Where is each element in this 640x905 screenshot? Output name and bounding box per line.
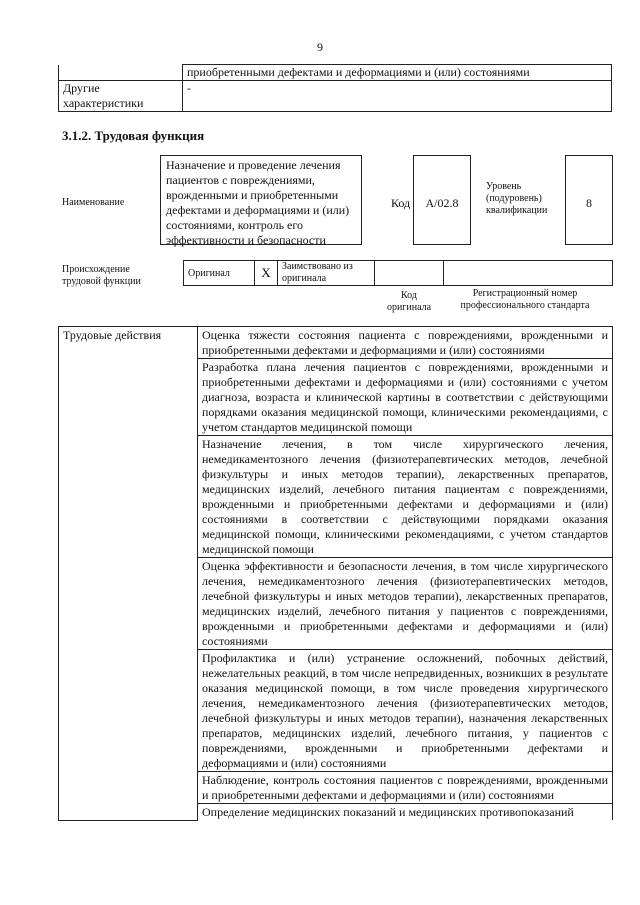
other-characteristics-value: - — [183, 81, 612, 112]
borrowed-label: Заимствовано из оригинала — [278, 261, 375, 286]
code-box — [413, 155, 471, 245]
continuation-left-cell — [59, 65, 183, 81]
other-characteristics-label: Другие характеристики — [59, 81, 183, 112]
continuation-table — [58, 64, 612, 112]
labor-actions-label: Трудовые действия — [59, 327, 198, 821]
origin-label: Происхождение трудовой функции — [62, 264, 141, 287]
table-row: Оценка эффективности и безопасности лечения, в том числе хирургического лечения, немедикаментозного лечения (физиотерапевтических методов, лечебной физкультуры и иных методов терапии), лекарственных препаратов, медицинских изделий, лечебного питания у пациентов с повреждениями, врожденными и приобретенными дефектами и деформациями и (или) состояниями — [198, 558, 613, 650]
reg-number-note: Регистрационный номер профессионального стандарта — [460, 288, 590, 311]
table-row: Профилактика и (или) устранение осложнений, побочных действий, нежелательных реакций, в том числе непредвиденных, возникших в результате оказания медицинской помощи, в том числе проведения хирургического лечения, немедикаментозного лечения (физиотерапевтических методов, лечебной физкультуры и иных методов терапии), назначения лекарственных препаратов, медицинских изделий, лечебного питания, у пациентов с повреждениями, врожденными и приобретенными дефектами и деформациями и (или) состояниями — [198, 650, 613, 772]
code-label: Код — [391, 196, 411, 210]
name-label: Наименование — [62, 197, 125, 208]
level-box — [565, 155, 613, 245]
continuation-text: приобретенными дефектами и деформациями и (или) состояниями — [183, 65, 612, 81]
level-value: 8 — [586, 196, 592, 210]
table-row: Разработка плана лечения пациентов с повреждениями, врожденными и приобретенными дефектами и деформациями и (или) состояниями с учетом диагноза, возраста и клинической картины в соответствии с действующими порядками оказания медицинской помощи, клиническими рекомендациями, с учетом стандартов медицинской помощи — [198, 359, 613, 436]
table-row: Определение медицинских показаний и медицинских противопоказаний — [198, 804, 613, 821]
function-name-box: Назначение и проведение лечения пациентов с повреждениями, врожденными и приобретенными дефектами и деформациями и (или) состояниями, контроль его эффективности и безопасности — [160, 155, 362, 245]
section-title: 3.1.2. Трудовая функция — [62, 128, 205, 143]
table-row: Назначение лечения, в том числе хирургического лечения, немедикаментозного лечения (физиотерапевтических методов, лечебной физкультуры и иных методов терапии), лекарственных препаратов, медицинских изделий, лечебного питания пациентам с повреждениями, врожденными и приобретенными дефектами и деформациями и (или) состояниями в соответствии с действующими порядками оказания медицинской помощи, клиническими рекомендациями, с учетом стандартов медицинской помощи — [198, 436, 613, 558]
origin-table — [183, 260, 613, 286]
original-label: Оригинал — [184, 261, 255, 286]
code-value: A/02.8 — [425, 196, 459, 210]
reg-number-cell — [444, 261, 613, 286]
code-original-note: Код оригинала — [386, 290, 432, 313]
qualification-level-label: Уровень (подуровень) квалификации — [486, 181, 548, 216]
table-row: Наблюдение, контроль состояния пациентов с повреждениями, врожденными и приобретенными дефектами и деформациями и (или) состояниями — [198, 772, 613, 804]
original-mark: X — [255, 261, 278, 286]
table-row: Оценка тяжести состояния пациента с повреждениями, врожденными и приобретенными дефектами и деформациями и (или) состояниями — [198, 327, 613, 359]
labor-actions-table — [58, 326, 613, 821]
page-number: 9 — [317, 40, 323, 54]
code-original-cell — [375, 261, 444, 286]
